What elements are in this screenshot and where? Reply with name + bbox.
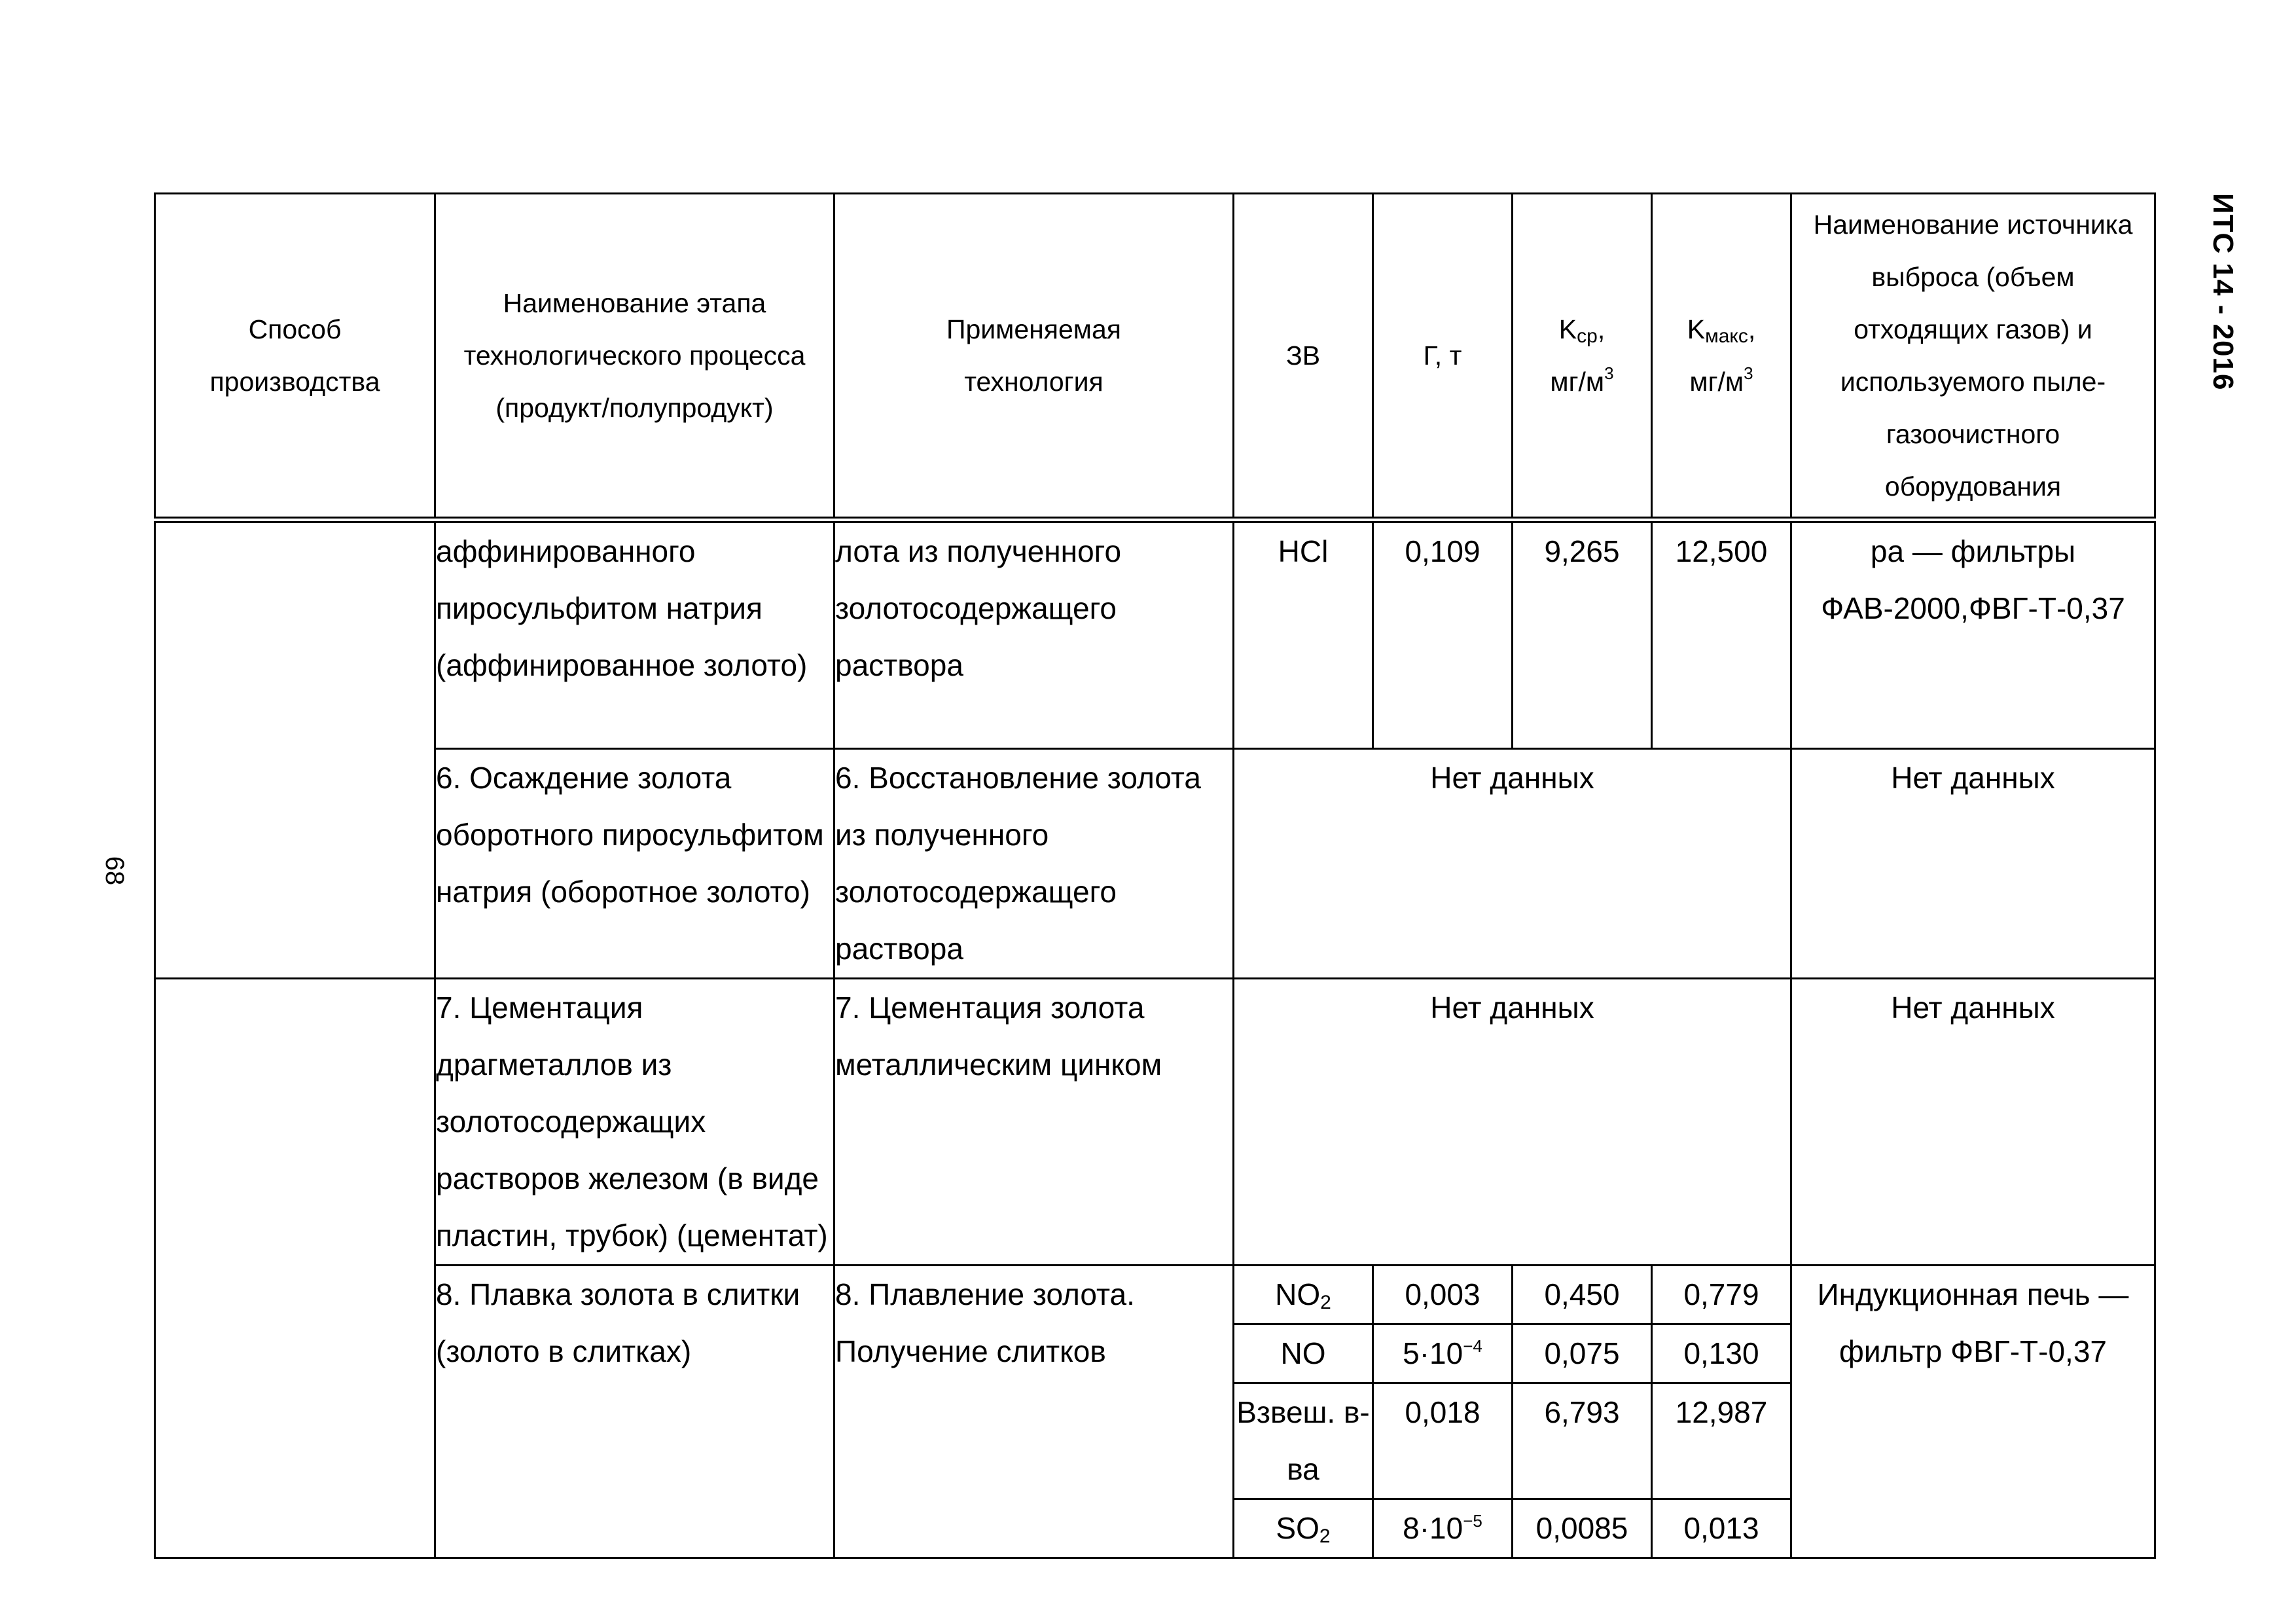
method-cell [155, 978, 435, 1558]
k-avg-cell: 9,265 [1513, 520, 1652, 748]
technology-cell: лота из полученного золотосодержащего раствора [834, 520, 1234, 748]
k-avg-cell: 0,450 [1513, 1265, 1652, 1324]
pollutant-name: NO [1275, 1277, 1321, 1311]
table-row [155, 748, 2155, 978]
k-max-cell: 0,013 [1652, 1499, 1791, 1558]
emissions-table [154, 192, 2156, 1559]
pollutant-cell [1234, 1265, 1373, 1324]
technology-cell: 6. Восстановление золота из полученного золотосодержащего раствора [834, 748, 1234, 978]
mass-cell: 0,109 [1373, 520, 1513, 748]
stage-cell: аффинированного пиросульфитом натрия (аффинированное золото) [435, 520, 834, 748]
mass-exponent: −5 [1463, 1510, 1482, 1531]
k-max-cell: 12,500 [1652, 520, 1791, 748]
stage-cell: 8. Плавка золота в слитки (золото в слитках) [435, 1265, 834, 1558]
pollutant-cell: Взвеш. в-ва [1234, 1383, 1373, 1499]
stage-cell: 7. Цементация драгметаллов из золотосодержащих растворов железом (в виде пластин, трубок) (цементат) [435, 978, 834, 1265]
mass-cell [1373, 1324, 1513, 1383]
k-max-unit: мг/м [1689, 367, 1744, 397]
k-avg-subscript: ср [1577, 325, 1598, 347]
k-max-unit-exp: 3 [1744, 363, 1753, 383]
header-technology: Применяемая технология [834, 194, 1234, 520]
pollutant-cell: HCl [1234, 520, 1373, 748]
k-avg-cell: 0,075 [1513, 1324, 1652, 1383]
method-cell [155, 520, 435, 978]
stage-cell: 6. Осаждение золота оборотного пиросульфитом натрия (оборотное золото) [435, 748, 834, 978]
header-row [155, 194, 2155, 520]
no-data-cell: Нет данных [1234, 978, 1791, 1265]
mass-cell: 0,018 [1373, 1383, 1513, 1499]
k-avg-symbol: K [1558, 314, 1577, 344]
k-max-subscript: макс [1705, 325, 1748, 347]
pollutant-cell: NO [1234, 1324, 1373, 1383]
mass-value: 5·10 [1403, 1336, 1463, 1370]
technology-cell: 7. Цементация золота металлическим цинком [834, 978, 1234, 1265]
table-row [155, 978, 2155, 1265]
source-cell: ра — фильтры ФАВ-2000,ФВГ-Т-0,37 [1791, 520, 2155, 748]
table-row [155, 520, 2155, 748]
k-max-cell: 12,987 [1652, 1383, 1791, 1499]
document-code: ИТС 14 - 2016 [2207, 193, 2239, 391]
mass-cell: 0,003 [1373, 1265, 1513, 1324]
technology-cell: 8. Плавление золота. Получение слитков [834, 1265, 1234, 1558]
pollutant-name: SO [1276, 1510, 1319, 1545]
k-avg-unit-exp: 3 [1604, 363, 1614, 383]
source-cell: Индукционная печь — фильтр ФВГ-Т-0,37 [1791, 1265, 2155, 1558]
header-k-avg: $K_{ср}$, $мг/м^3$ [1513, 194, 1652, 520]
k-avg-cell: 0,0085 [1513, 1499, 1652, 1558]
header-method: Способ производства [155, 194, 435, 520]
pollutant-cell [1234, 1499, 1373, 1558]
mass-value: 8·10 [1403, 1510, 1463, 1545]
k-max-cell: 0,130 [1652, 1324, 1791, 1383]
k-max-symbol: K [1687, 314, 1706, 344]
header-k-max: $K_{макс}$, $мг/м^3$ [1652, 194, 1791, 520]
table-row [155, 1265, 2155, 1324]
k-avg-unit: мг/м [1550, 367, 1605, 397]
mass-cell [1373, 1499, 1513, 1558]
pollutant-subscript: 2 [1320, 1291, 1331, 1313]
source-cell: Нет данных [1791, 978, 2155, 1265]
no-data-cell: Нет данных [1234, 748, 1791, 978]
page-number: 68 [100, 856, 129, 886]
source-cell: Нет данных [1791, 748, 2155, 978]
header-stage: Наименование этапа технологического процесса (продукт/полупродукт) [435, 194, 834, 520]
header-mass: Г, т [1373, 194, 1513, 520]
mass-exponent: −4 [1463, 1336, 1482, 1356]
k-avg-cell: 6,793 [1513, 1383, 1652, 1499]
k-max-cell: 0,779 [1652, 1265, 1791, 1324]
header-source: Наименование источника выброса (объем отходящих газов) и используемого пыле-газоочистного оборудования [1791, 194, 2155, 520]
header-pollutant: ЗВ [1234, 194, 1373, 520]
pollutant-subscript: 2 [1319, 1525, 1331, 1547]
